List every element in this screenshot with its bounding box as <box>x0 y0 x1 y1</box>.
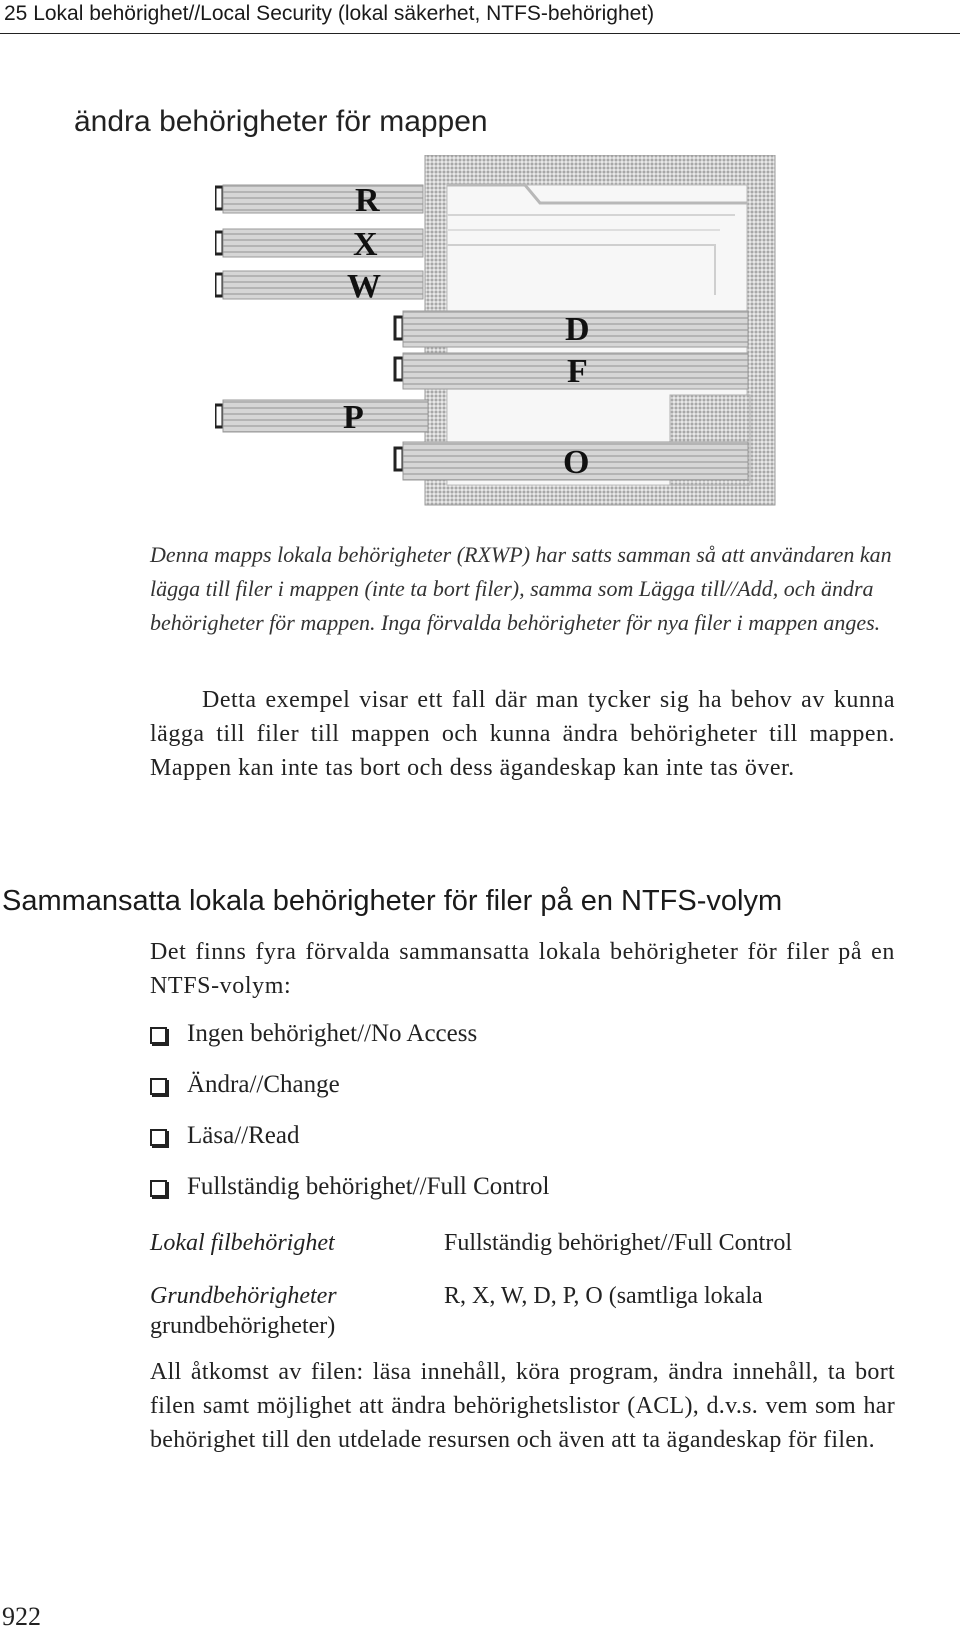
definition-term: Grundbehörigheter <box>150 1283 337 1309</box>
example-paragraph: Detta exempel visar ett fall där man tycker sig ha behov av kunna lägga till filer till mappen och kunna ändra behörigheter till mappen. Mappen kan inte tas bort och dess ägandeskap kan inte tas över. <box>150 687 895 781</box>
tab-x <box>215 226 423 263</box>
running-header: 25 Lokal behörighet//Local Security (lokal säkerhet, NTFS-behörighet) <box>4 2 655 25</box>
tab-f-label: F <box>567 353 588 390</box>
checkbox-bullet-icon <box>150 1129 167 1146</box>
list-item <box>150 1008 550 1059</box>
checkbox-bullet-icon <box>150 1180 167 1197</box>
list-item <box>150 1161 550 1212</box>
tab-o-label: O <box>563 444 590 481</box>
definition-continuation: grundbehörigheter) <box>150 1313 336 1339</box>
figure-caption: Denna mapps lokala behörigheter (RXWP) har satts samman så att användaren kan lägga till filer i mappen (inte ta bort filer), samma som Lägga till//Add, och ändra behörigheter för mappen. Inga förvalda behörigheter för nya filer i mappen anges. <box>150 542 892 635</box>
list-item-label: Ändra//Change <box>187 1070 340 1098</box>
definition-value: Fullständig behörighet//Full Control <box>444 1230 792 1256</box>
section-heading: Sammansatta lokala behörigheter för filer på en NTFS-volym <box>2 885 783 917</box>
checkbox-bullet-icon <box>150 1027 167 1044</box>
tab-w-label: W <box>347 268 381 305</box>
list-item-label: Fullständig behörighet//Full Control <box>187 1172 550 1200</box>
folder-permissions-illustration <box>215 155 815 540</box>
full-control-description: All åtkomst av filen: läsa innehåll, köra program, ändra innehåll, ta bort filen samt möjlighet att ändra behörighetslistor (ACL), d.v.s. vem som har behörighet till den utdelade resursen och även att ta ägandeskap för filen. <box>150 1359 895 1453</box>
tab-p-label: P <box>343 399 364 436</box>
permission-list <box>150 1008 550 1212</box>
list-item-label: Ingen behörighet//No Access <box>187 1019 478 1047</box>
definition-term: Lokal filbehörighet <box>150 1230 335 1256</box>
page-number: 922 <box>2 1602 41 1631</box>
header-rule <box>0 33 960 34</box>
tab-x-label: X <box>353 226 378 263</box>
list-item <box>150 1059 550 1110</box>
tab-r <box>215 182 423 219</box>
tab-f <box>395 353 748 390</box>
figure-heading: ändra behörigheter för mappen <box>74 105 488 138</box>
tab-w <box>215 268 423 305</box>
list-item <box>150 1110 550 1161</box>
definition-value: R, X, W, D, P, O (samtliga lokala <box>444 1283 763 1309</box>
tab-p <box>215 399 428 436</box>
section-intro: Det finns fyra förvalda sammansatta lokala behörigheter för filer på en NTFS-volym: <box>150 939 895 999</box>
tab-d-label: D <box>565 311 590 348</box>
tab-r-label: R <box>355 182 380 219</box>
tab-d <box>395 311 748 348</box>
checkbox-bullet-icon <box>150 1078 167 1095</box>
list-item-label: Läsa//Read <box>187 1121 300 1149</box>
tab-o <box>395 442 748 481</box>
